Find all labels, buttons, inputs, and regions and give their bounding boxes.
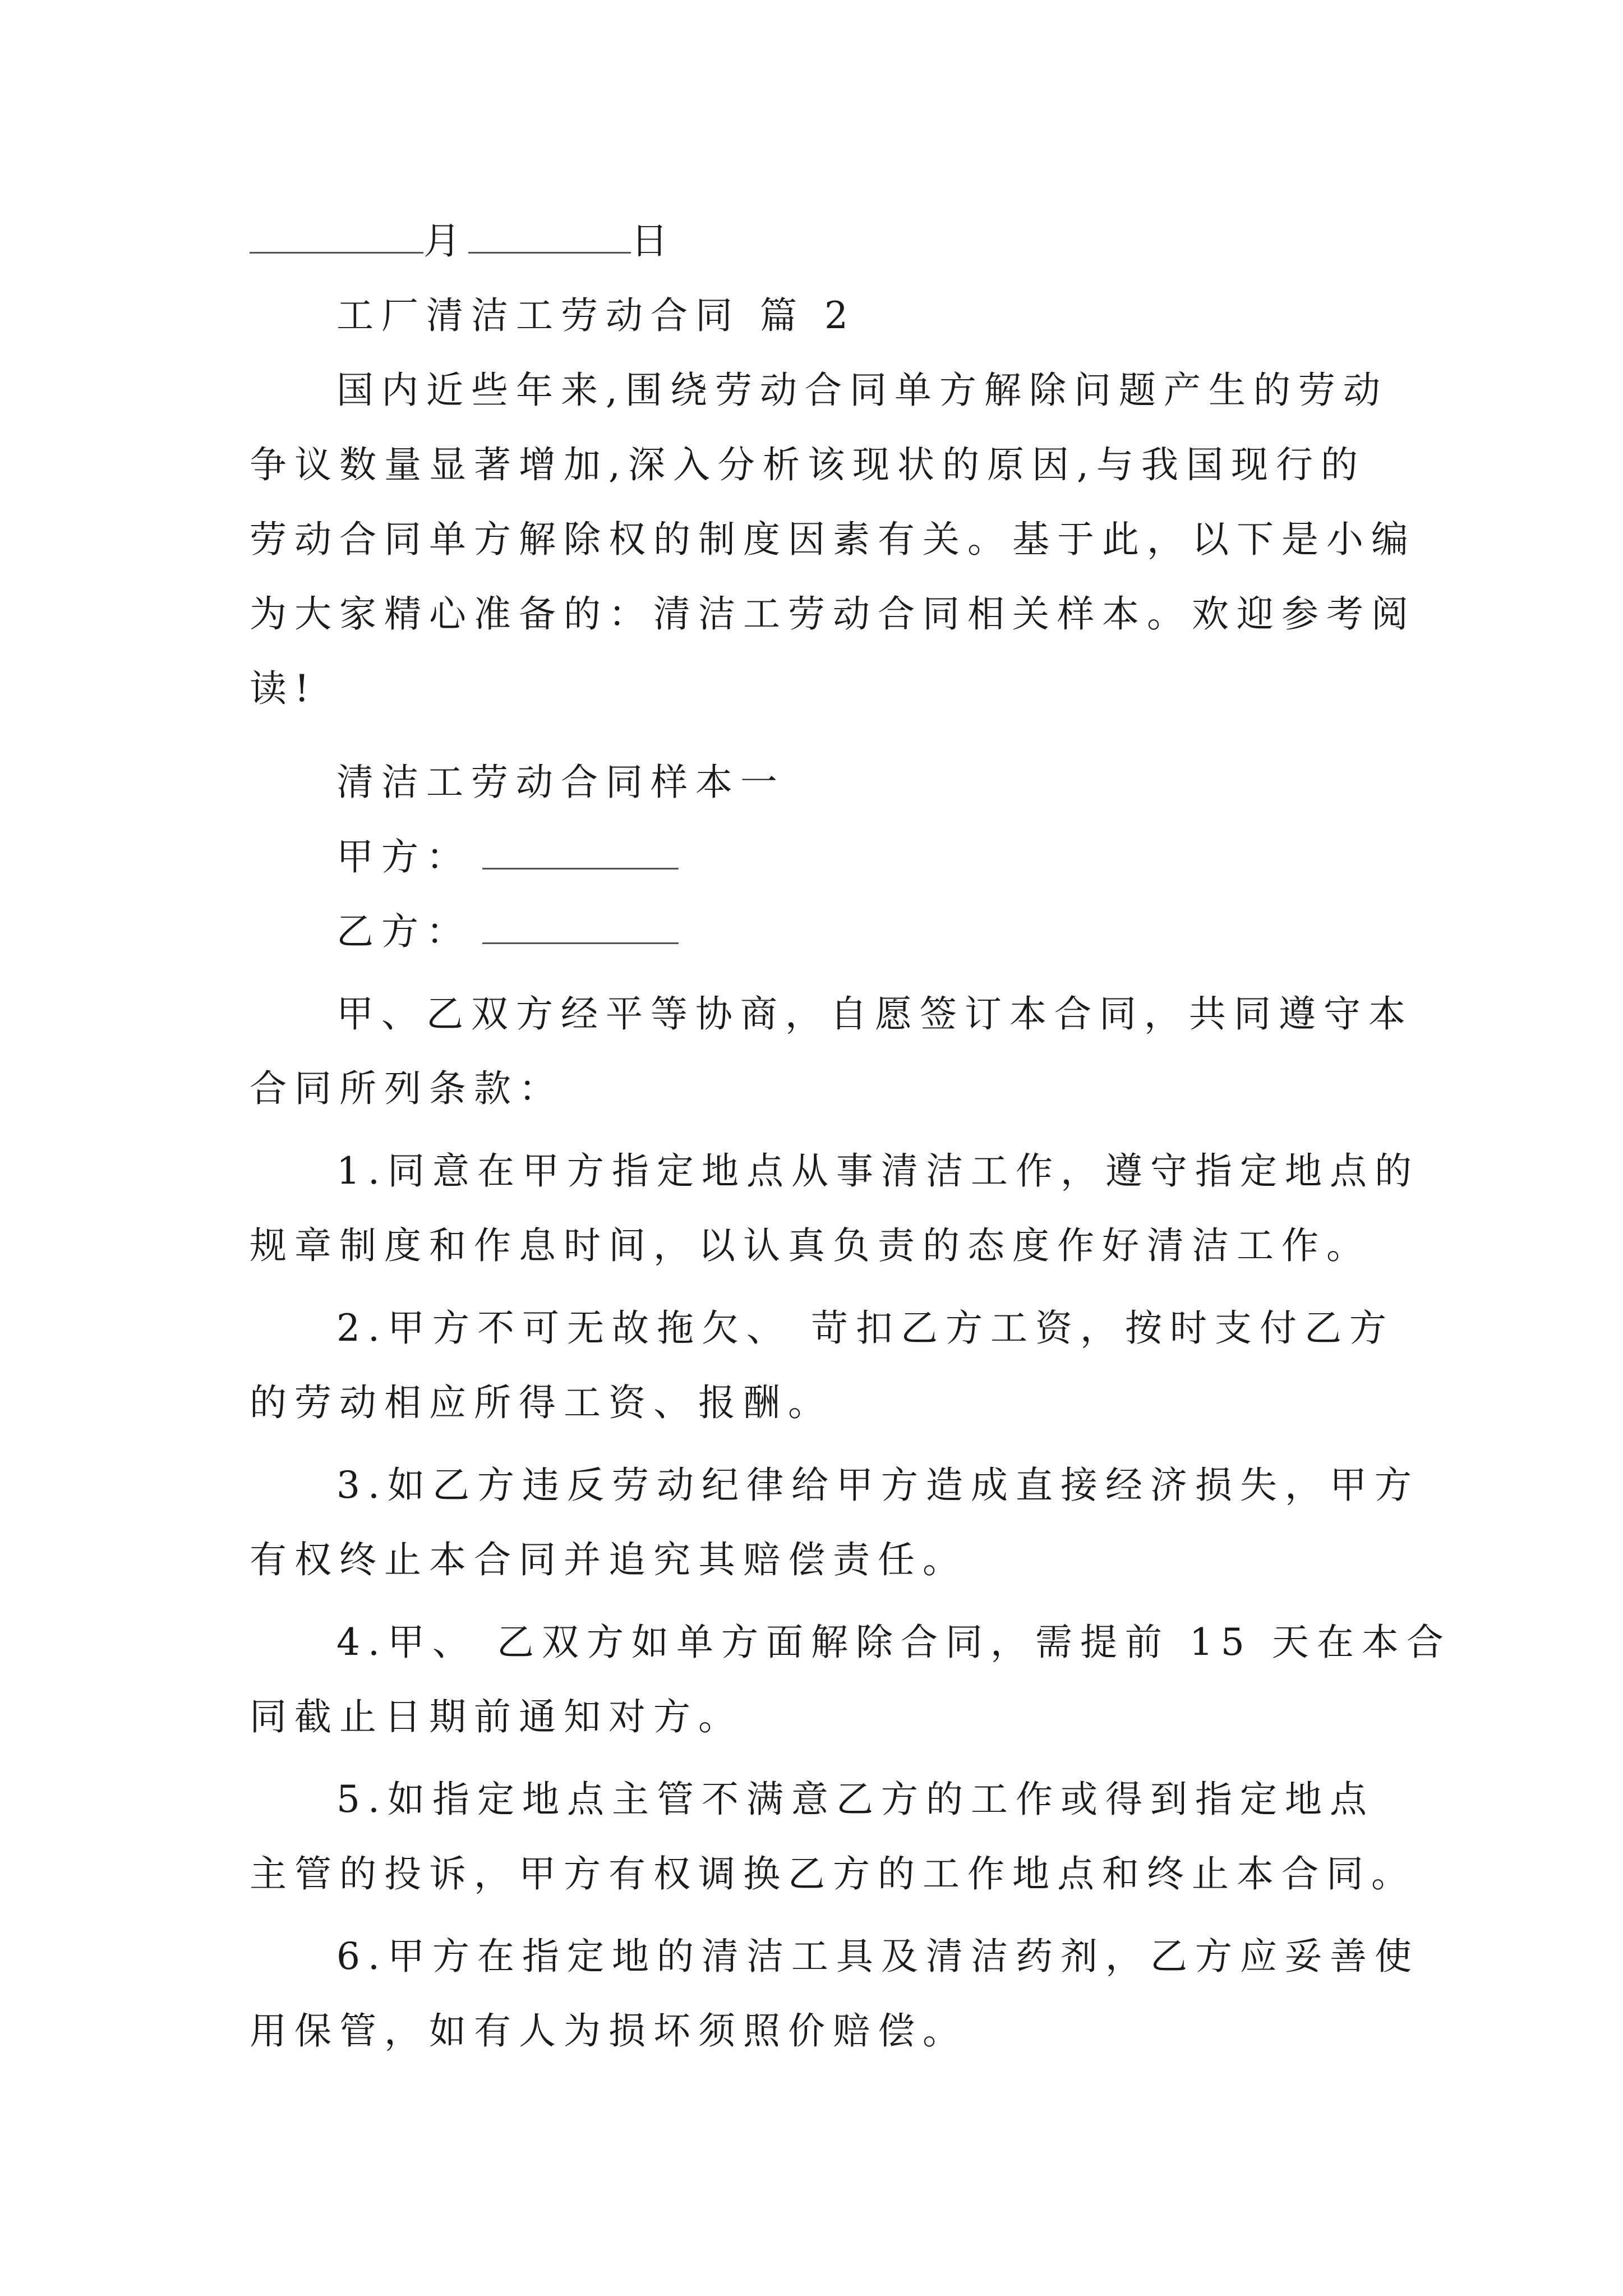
party-b-blank: [482, 909, 679, 944]
clause-2-line-1: 2.甲方不可无故拖欠、 苛扣乙方工资，按时支付乙方: [336, 1306, 1394, 1350]
clause-1-line-2: 规章制度和作息时间，以认真负责的态度作好清洁工作。: [250, 1224, 1371, 1267]
clause-3-line-1: 3.如乙方违反劳动纪律给甲方造成直接经济损失，甲方: [336, 1464, 1419, 1507]
clause-5-line-1: 5.如指定地点主管不满意乙方的工作或得到指定地点: [336, 1778, 1375, 1821]
party-a-blank: [482, 834, 679, 869]
clause-3-line-2: 有权终止本合同并追究其赔偿责任。: [250, 1538, 967, 1581]
clause-6-line-2: 用保管，如有人为损坏须照价赔偿。: [250, 2009, 967, 2053]
clause-4-line-1: 4.甲、 乙双方如单方面解除合同，需提前 15 天在本合: [336, 1621, 1451, 1664]
party-a-line: [336, 830, 1402, 884]
sample-title: 清洁工劳动合同样本一: [336, 761, 785, 804]
month-label: 月: [423, 219, 468, 263]
intro-line-3: 劳动合同单方解除权的制度因素有关。基于此，以下是小编: [250, 518, 1416, 561]
intro-line-5: 读!: [250, 667, 317, 710]
date-line: [250, 214, 1394, 268]
intro-line-4: 为大家精心准备的：清洁工劳动合同相关样本。欢迎参考阅: [250, 592, 1416, 636]
clause-6-line-1: 6.甲方在指定地的清洁工具及清洁药剂，乙方应妥善使: [336, 1935, 1419, 1978]
party-a-label: 甲方：: [336, 835, 471, 878]
intro-line-2: 争议数量显著增加,深入分析该现状的原因,与我国现行的: [250, 443, 1366, 486]
clause-2-line-2: 的劳动相应所得工资、报酬。: [250, 1381, 833, 1424]
day-blank: [468, 218, 631, 254]
preamble-line-2: 合同所列条款：: [250, 1067, 564, 1110]
party-b-label: 乙方：: [336, 910, 471, 953]
section-heading: 工厂清洁工劳动合同 篇 2: [336, 294, 856, 337]
clause-4-line-2: 同截止日期前通知对方。: [250, 1695, 743, 1738]
preamble-line-1: 甲、乙双方经平等协商，自愿签订本合同，共同遵守本: [336, 992, 1413, 1036]
day-label: 日: [631, 219, 676, 263]
clause-1-line-1: 1.同意在甲方指定地点从事清洁工作，遵守指定地点的: [336, 1149, 1419, 1193]
intro-line-1: 国内近些年来,围绕劳动合同单方解除问题产生的劳动: [336, 369, 1388, 412]
party-b-line: [336, 905, 1402, 959]
month-blank: [250, 218, 423, 254]
clause-5-line-2: 主管的投诉，甲方有权调换乙方的工作地点和终止本合同。: [250, 1852, 1416, 1895]
